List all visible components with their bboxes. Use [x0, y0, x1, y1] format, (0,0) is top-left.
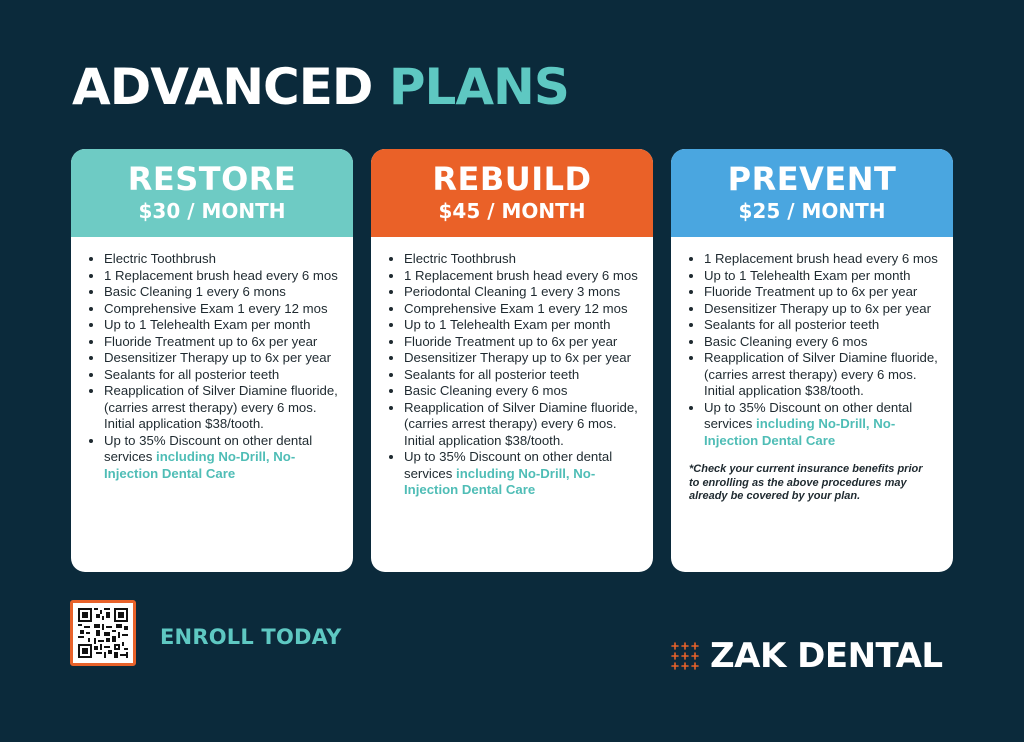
- plan-feature-list: [671, 237, 953, 449]
- plan-card-prevent: [671, 149, 953, 572]
- plan-feature: • Fluoride Treatment up to 6x per year: [104, 334, 341, 351]
- page-title: [72, 58, 569, 116]
- title-accent: PLANS: [388, 58, 569, 116]
- plan-feature: • Sealants for all posterior teeth: [404, 367, 641, 384]
- plan-feature: • Periodontal Cleaning 1 every 3 mons: [404, 284, 641, 301]
- plan-feature: • Basic Cleaning every 6 mos: [404, 383, 641, 400]
- plan-feature-discount: [704, 400, 941, 450]
- plan-feature: • Desensitizer Therapy up to 6x per year: [104, 350, 341, 367]
- plan-price: $45 / MONTH: [438, 199, 586, 223]
- plan-feature: • Reapplication of Silver Diamine fluoride, (carries arrest therapy) every 6 mos. Initial application $38/tooth.: [704, 350, 941, 400]
- plan-feature: • 1 Replacement brush head every 6 mos: [704, 251, 941, 268]
- plan-feature: • 1 Replacement brush head every 6 mos: [104, 268, 341, 285]
- plan-feature: • Basic Cleaning 1 every 6 mons: [104, 284, 341, 301]
- plan-feature: • Comprehensive Exam 1 every 12 mos: [104, 301, 341, 318]
- plan-feature-discount: [104, 433, 341, 483]
- plan-card-rebuild: [371, 149, 653, 572]
- plan-name: PREVENT: [727, 160, 897, 198]
- plan-feature: • Sealants for all posterior teeth: [704, 317, 941, 334]
- discount-text: Up to 35% Discount on other dental services: [404, 449, 613, 481]
- plan-feature: • Up to 1 Telehealth Exam per month: [104, 317, 341, 334]
- insurance-note: *Check your current insurance benefits prior to enrolling as the above procedures may already be covered by your plan.: [689, 463, 923, 502]
- dot-grid-logo-icon: [670, 640, 700, 672]
- plan-feature: • Electric Toothbrush: [104, 251, 341, 268]
- plan-feature-discount: [404, 449, 641, 499]
- plan-feature: • Desensitizer Therapy up to 6x per year: [404, 350, 641, 367]
- plan-price: $30 / MONTH: [138, 199, 286, 223]
- plan-feature: • 1 Replacement brush head every 6 mos: [404, 268, 641, 285]
- title-main: ADVANCED: [72, 58, 373, 116]
- qr-code-icon[interactable]: [70, 600, 136, 666]
- plan-feature: • Desensitizer Therapy up to 6x per year: [704, 301, 941, 318]
- plan-price: $25 / MONTH: [738, 199, 886, 223]
- plan-name: RESTORE: [127, 160, 297, 198]
- plan-header-prevent: [671, 149, 953, 237]
- enroll-today-link[interactable]: ENROLL TODAY: [160, 625, 342, 649]
- discount-text: Up to 35% Discount on other dental services: [104, 432, 313, 464]
- plan-header-rebuild: [371, 149, 653, 237]
- plan-feature: • Comprehensive Exam 1 every 12 mos: [404, 301, 641, 318]
- brand-logo: [670, 636, 943, 676]
- plan-feature: • Fluoride Treatment up to 6x per year: [704, 284, 941, 301]
- plan-feature-list: [371, 237, 653, 499]
- plan-feature: • Up to 1 Telehealth Exam per month: [404, 317, 641, 334]
- plan-feature: • Reapplication of Silver Diamine fluoride, (carries arrest therapy) every 6 mos. Initial application $38/tooth.: [404, 400, 641, 450]
- brand-name: ZAK DENTAL: [710, 636, 943, 676]
- plan-card-restore: [71, 149, 353, 572]
- discount-highlight: including No-Drill, No-Injection Dental Care: [104, 449, 296, 481]
- plan-feature: • Sealants for all posterior teeth: [104, 367, 341, 384]
- discount-highlight: including No-Drill, No-Injection Dental Care: [704, 416, 896, 448]
- plan-feature: • Basic Cleaning every 6 mos: [704, 334, 941, 351]
- plan-feature: • Fluoride Treatment up to 6x per year: [404, 334, 641, 351]
- plan-feature: • Reapplication of Silver Diamine fluoride, (carries arrest therapy) every 6 mos. Initial application $38/tooth.: [104, 383, 341, 433]
- plan-feature: • Up to 1 Telehealth Exam per month: [704, 268, 941, 285]
- plan-name: REBUILD: [432, 160, 592, 198]
- qr-code-graphic: [78, 608, 128, 658]
- plan-feature: • Electric Toothbrush: [404, 251, 641, 268]
- discount-highlight: including No-Drill, No-Injection Dental Care: [404, 465, 596, 497]
- plan-feature-list: [71, 237, 353, 482]
- discount-text: Up to 35% Discount on other dental services: [704, 399, 913, 431]
- plan-header-restore: [71, 149, 353, 237]
